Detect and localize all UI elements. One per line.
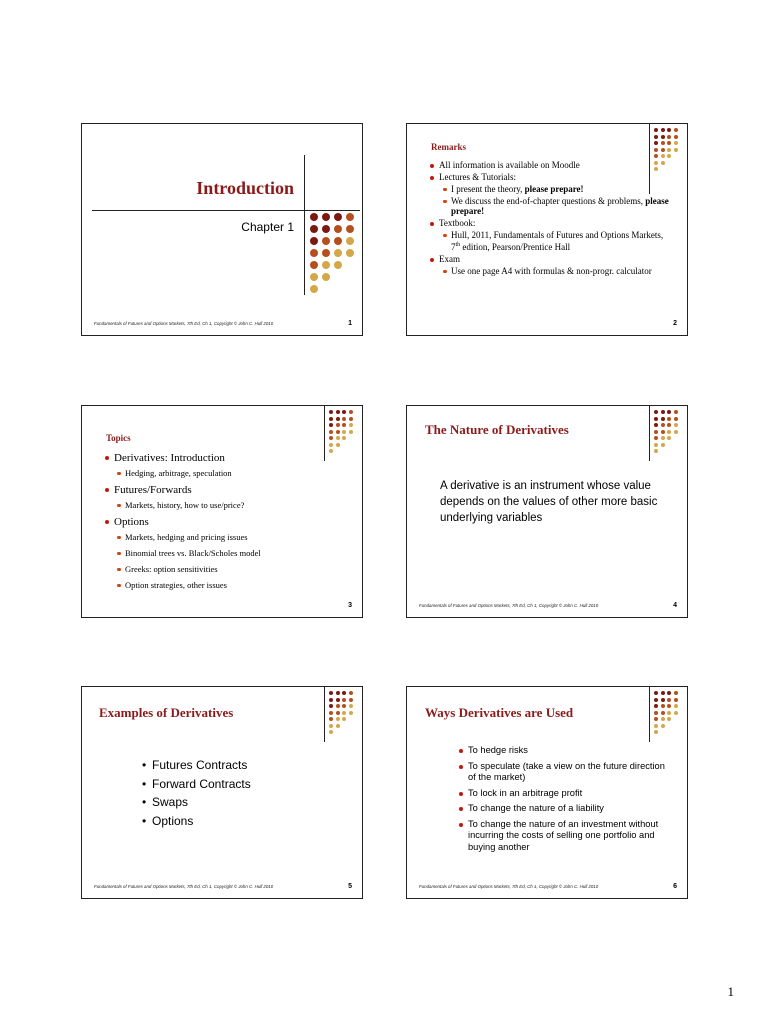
- decorative-dot: [329, 436, 333, 440]
- example-text: Futures Contracts: [152, 758, 248, 772]
- decorative-dot: [346, 213, 354, 221]
- decorative-dot: [674, 154, 678, 158]
- decorative-dot: [310, 225, 318, 233]
- decorative-dot-grid: [654, 410, 678, 453]
- decorative-dot: [667, 148, 671, 152]
- decorative-dot: [667, 724, 671, 728]
- decorative-dot: [349, 423, 353, 427]
- slide-1: [81, 123, 363, 336]
- decorative-dot: [310, 237, 318, 245]
- decorative-dot: [329, 724, 333, 728]
- remark-item: [439, 254, 669, 264]
- decorative-dot: [674, 417, 678, 421]
- decorative-dot: [336, 691, 340, 695]
- bullet-icon: •: [142, 758, 147, 772]
- decorative-dot: [349, 443, 353, 447]
- slide-5: [81, 686, 363, 899]
- decorative-dot: [336, 430, 340, 434]
- decorative-dot: [329, 423, 333, 427]
- decorative-dot: [346, 237, 354, 245]
- decorative-dot: [654, 704, 658, 708]
- topic-item: Futures/Forwards: [114, 484, 339, 497]
- decorative-dot-grid: [329, 410, 353, 453]
- decorative-dot: [346, 285, 354, 293]
- example-item: [142, 756, 251, 775]
- decorative-dot-grid: [654, 691, 678, 734]
- decorative-dot: [349, 704, 353, 708]
- decorative-dot: [342, 698, 346, 702]
- remark-text: Lectures & Tutorials:: [439, 172, 516, 182]
- example-text: Options: [152, 813, 194, 828]
- decorative-dot: [661, 711, 665, 715]
- decorative-dot: [336, 417, 340, 421]
- decorative-dot: [342, 691, 346, 695]
- topic-item: Option strategies, other issues: [125, 580, 339, 591]
- remark-text: Use one page A4 with formulas & non-progr. calculator: [451, 266, 652, 276]
- example-item: [142, 775, 251, 794]
- decorative-dot: [674, 148, 678, 152]
- decorative-dot: [310, 285, 318, 293]
- decorative-dot: [674, 430, 678, 434]
- decorative-dot: [661, 410, 665, 414]
- decorative-dot: [334, 213, 342, 221]
- decorative-dot: [329, 691, 333, 695]
- decorative-dot: [661, 724, 665, 728]
- decorative-dot: [322, 225, 330, 233]
- remark-text: All information is available on Moodle: [439, 160, 580, 170]
- decorative-dot: [667, 135, 671, 139]
- slide-title: The Nature of Derivatives: [425, 422, 569, 437]
- decorative-dot: [322, 249, 330, 257]
- decorative-dot: [661, 141, 665, 145]
- decorative-dot: [667, 417, 671, 421]
- decorative-dot: [329, 717, 333, 721]
- decorative-dot: [654, 410, 658, 414]
- example-item: [142, 793, 251, 812]
- slide-number: 2: [673, 320, 677, 327]
- decorative-dot: [349, 410, 353, 414]
- topic-item: Options: [114, 516, 339, 529]
- decorative-dot: [661, 449, 665, 453]
- decorative-dot: [336, 711, 340, 715]
- use-item: To change the nature of an investment without incurring the costs of selling one portfolio and buying another: [468, 819, 668, 854]
- decorative-dot: [329, 430, 333, 434]
- slide-number: 5: [348, 883, 352, 890]
- decorative-dot: [661, 698, 665, 702]
- decorative-dot: [661, 730, 665, 734]
- decorative-dot: [329, 711, 333, 715]
- decorative-dot: [342, 711, 346, 715]
- slide-number: 4: [673, 602, 677, 609]
- decorative-dot: [322, 261, 330, 269]
- decorative-dot: [346, 225, 354, 233]
- decorative-dot: [349, 724, 353, 728]
- decorative-dot: [654, 148, 658, 152]
- decorative-dot: [667, 730, 671, 734]
- decorative-dot: [661, 717, 665, 721]
- decorative-dot: [661, 443, 665, 447]
- decorative-dot-grid: [329, 691, 353, 734]
- decorative-dot: [654, 135, 658, 139]
- use-item: To speculate (take a view on the future direction of the market): [468, 761, 668, 784]
- remark-text: Exam: [439, 254, 460, 264]
- slide-title: Introduction: [196, 178, 294, 198]
- topic-item: Greeks: option sensitivities: [125, 564, 339, 575]
- decorative-dot: [674, 698, 678, 702]
- decorative-dot: [336, 704, 340, 708]
- decorative-dot: [661, 704, 665, 708]
- decorative-dot: [310, 249, 318, 257]
- decorative-dot: [342, 430, 346, 434]
- decorative-dot: [674, 135, 678, 139]
- decorative-dot: [336, 724, 340, 728]
- slide-footer: Fundamentals of Futures and Options Markets, 7th Ed, Ch 1, Copyright © John C. Hull 2010: [94, 321, 274, 326]
- remark-item: [439, 172, 669, 182]
- remark-item: [451, 230, 669, 252]
- decorative-dot: [667, 141, 671, 145]
- decorative-dot: [342, 410, 346, 414]
- divider-vertical: [649, 406, 650, 461]
- slide-title: Ways Derivatives are Used: [425, 705, 574, 720]
- decorative-dot: [349, 730, 353, 734]
- decorative-dot: [654, 430, 658, 434]
- slide-3: [81, 405, 363, 618]
- decorative-dot: [336, 717, 340, 721]
- decorative-dot: [329, 443, 333, 447]
- decorative-dot: [322, 285, 330, 293]
- decorative-dot: [349, 698, 353, 702]
- divider-vertical: [304, 155, 305, 295]
- decorative-dot: [674, 724, 678, 728]
- decorative-dot: [661, 417, 665, 421]
- remark-text: Textbook:: [439, 218, 476, 228]
- example-text: Forward Contracts: [152, 776, 251, 791]
- decorative-dot: [336, 423, 340, 427]
- decorative-dot: [654, 436, 658, 440]
- decorative-dot: [342, 443, 346, 447]
- decorative-dot: [654, 423, 658, 427]
- remark-superscript: th: [455, 242, 461, 248]
- use-item: To hedge risks: [468, 745, 668, 757]
- decorative-dot: [346, 261, 354, 269]
- decorative-dot: [674, 167, 678, 171]
- decorative-dot: [310, 213, 318, 221]
- decorative-dot: [667, 430, 671, 434]
- decorative-dot: [667, 436, 671, 440]
- decorative-dot: [336, 443, 340, 447]
- divider-horizontal: [92, 210, 360, 211]
- decorative-dot: [674, 691, 678, 695]
- decorative-dot: [674, 449, 678, 453]
- decorative-dot: [667, 443, 671, 447]
- slide-2: [406, 123, 688, 336]
- decorative-dot: [661, 423, 665, 427]
- decorative-dot: [667, 717, 671, 721]
- decorative-dot: [654, 717, 658, 721]
- decorative-dot-grid: [310, 213, 354, 293]
- decorative-dot: [310, 273, 318, 281]
- remark-text-continued: edition, Pearson/Prentice Hall: [460, 242, 571, 252]
- decorative-dot: [322, 237, 330, 245]
- decorative-dot: [329, 417, 333, 421]
- slide-heading: Remarks: [431, 142, 466, 152]
- slide-number: 6: [673, 883, 677, 890]
- topic-item: Derivatives: Introduction: [114, 452, 339, 465]
- topic-item: Hedging, arbitrage, speculation: [125, 468, 339, 479]
- decorative-dot: [349, 711, 353, 715]
- decorative-dot: [336, 410, 340, 414]
- decorative-dot: [310, 261, 318, 269]
- decorative-dot: [654, 698, 658, 702]
- remark-item: [439, 218, 669, 228]
- decorative-dot: [674, 423, 678, 427]
- decorative-dot: [674, 717, 678, 721]
- decorative-dot: [661, 148, 665, 152]
- slide-subtitle: Chapter 1: [241, 220, 294, 234]
- slide-heading: Topics: [106, 433, 131, 443]
- decorative-dot: [329, 704, 333, 708]
- remark-emphasis: please prepare!: [524, 184, 584, 194]
- decorative-dot: [349, 449, 353, 453]
- decorative-dot: [654, 141, 658, 145]
- decorative-dot: [654, 711, 658, 715]
- examples-list: [142, 756, 251, 830]
- decorative-dot: [346, 273, 354, 281]
- decorative-dot: [667, 698, 671, 702]
- example-item: [142, 812, 251, 831]
- decorative-dot: [342, 730, 346, 734]
- decorative-dot: [674, 410, 678, 414]
- remarks-list: [439, 160, 669, 278]
- decorative-dot: [661, 128, 665, 132]
- decorative-dot: [674, 730, 678, 734]
- decorative-dot: [329, 410, 333, 414]
- decorative-dot: [334, 237, 342, 245]
- slide-footer: Fundamentals of Futures and Options Markets, 7th Ed, Ch 1, Copyright © John C. Hull 2010: [419, 603, 599, 608]
- decorative-dot: [336, 730, 340, 734]
- decorative-dot: [667, 423, 671, 427]
- decorative-dot: [342, 449, 346, 453]
- slide-number: 3: [348, 602, 352, 609]
- decorative-dot: [667, 154, 671, 158]
- page-number: 1: [727, 984, 734, 999]
- bullet-icon: •: [142, 813, 147, 828]
- decorative-dot: [674, 128, 678, 132]
- slide-4: [406, 405, 688, 618]
- decorative-dot: [674, 704, 678, 708]
- bullet-icon: •: [142, 795, 147, 809]
- decorative-dot: [674, 711, 678, 715]
- slide-title: Examples of Derivatives: [99, 705, 234, 720]
- decorative-dot: [349, 691, 353, 695]
- decorative-dot: [661, 430, 665, 434]
- decorative-dot: [654, 691, 658, 695]
- decorative-dot: [334, 273, 342, 281]
- decorative-dot: [336, 698, 340, 702]
- remark-text: I present the theory,: [451, 184, 525, 194]
- slide-footer: Fundamentals of Futures and Options Markets, 7th Ed, Ch 1, Copyright © John C. Hull 2010: [94, 884, 274, 889]
- slide-6: [406, 686, 688, 899]
- decorative-dot: [334, 285, 342, 293]
- slide-body: A derivative is an instrument whose value depends on the values of other more basic underlying variables: [440, 480, 658, 524]
- decorative-dot: [349, 436, 353, 440]
- decorative-dot: [329, 698, 333, 702]
- use-item: To lock in an arbitrage profit: [468, 788, 668, 800]
- topics-list: [114, 452, 339, 596]
- decorative-dot: [674, 436, 678, 440]
- decorative-dot: [654, 443, 658, 447]
- decorative-dot: [667, 128, 671, 132]
- decorative-dot: [346, 249, 354, 257]
- bullet-icon: •: [142, 776, 147, 791]
- remark-text: Hull, 2011, Fundamentals of Futures and Options Markets, 7: [451, 230, 664, 252]
- decorative-dot: [342, 717, 346, 721]
- decorative-dot: [654, 730, 658, 734]
- decorative-dot: [654, 154, 658, 158]
- decorative-dot: [322, 213, 330, 221]
- decorative-dot: [334, 249, 342, 257]
- decorative-dot: [674, 443, 678, 447]
- decorative-dot: [342, 423, 346, 427]
- decorative-dot: [349, 417, 353, 421]
- remark-item: [451, 196, 669, 216]
- decorative-dot: [322, 273, 330, 281]
- topic-item: Markets, hedging and pricing issues: [125, 532, 339, 543]
- topic-item: Binomial trees vs. Black/Scholes model: [125, 548, 339, 559]
- decorative-dot: [342, 724, 346, 728]
- decorative-dot: [329, 730, 333, 734]
- decorative-dot: [667, 410, 671, 414]
- decorative-dot: [336, 436, 340, 440]
- decorative-dot: [342, 436, 346, 440]
- remark-emphasis: please prepare!: [451, 196, 669, 216]
- decorative-dot: [667, 691, 671, 695]
- remark-item: [451, 184, 669, 194]
- divider-vertical: [324, 687, 325, 742]
- divider-vertical: [649, 687, 650, 742]
- decorative-dot: [349, 430, 353, 434]
- uses-list: [468, 745, 668, 857]
- decorative-dot: [661, 691, 665, 695]
- decorative-dot: [661, 135, 665, 139]
- decorative-dot: [334, 225, 342, 233]
- example-text: Swaps: [152, 795, 189, 809]
- decorative-dot: [667, 704, 671, 708]
- use-item: To change the nature of a liability: [468, 803, 668, 815]
- decorative-dot: [674, 161, 678, 165]
- decorative-dot: [349, 717, 353, 721]
- decorative-dot: [667, 449, 671, 453]
- decorative-dot: [674, 141, 678, 145]
- decorative-dot: [661, 436, 665, 440]
- decorative-dot: [334, 261, 342, 269]
- decorative-dot: [654, 128, 658, 132]
- remark-item: [439, 160, 669, 170]
- remark-text: We discuss the end-of-chapter questions & problems,: [451, 196, 646, 206]
- slide-footer: Fundamentals of Futures and Options Markets, 7th Ed, Ch 1, Copyright © John C. Hull 2010: [419, 884, 599, 889]
- decorative-dot: [661, 154, 665, 158]
- decorative-dot: [654, 724, 658, 728]
- decorative-dot: [654, 449, 658, 453]
- decorative-dot: [654, 417, 658, 421]
- decorative-dot: [667, 711, 671, 715]
- topic-item: Markets, history, how to use/price?: [125, 500, 339, 511]
- slide-number: 1: [348, 320, 352, 327]
- remark-item: [451, 266, 669, 276]
- decorative-dot: [342, 417, 346, 421]
- decorative-dot: [342, 704, 346, 708]
